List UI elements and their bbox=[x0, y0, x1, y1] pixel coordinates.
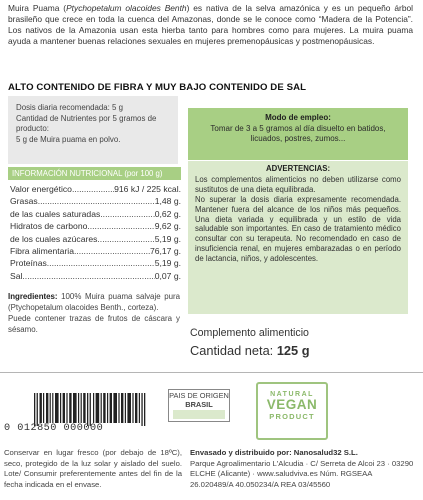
dose-content: 5 g de Muira puama en polvo. bbox=[16, 134, 121, 144]
nutrition-table bbox=[10, 183, 181, 282]
vegan-badge-line3: PRODUCT bbox=[269, 412, 315, 421]
net-quantity-value: 125 g bbox=[276, 343, 310, 358]
dosage-box bbox=[8, 96, 178, 164]
daily-dose: Dosis diaria recomendada: 5 g bbox=[16, 103, 124, 112]
origin-field bbox=[173, 410, 225, 419]
nutrient-value: 5,19 g. bbox=[154, 233, 181, 244]
usage-box bbox=[188, 108, 408, 160]
manufacturer-title: Envasado y distribuido por: Nanosalud32 S.L. bbox=[190, 448, 358, 457]
nutrition-row bbox=[10, 220, 181, 232]
usage-title: Modo de empleo: bbox=[265, 113, 331, 122]
ingredients-label: Ingredientes: bbox=[8, 292, 58, 301]
nutrient-label: de los cuales azúcares bbox=[10, 233, 98, 244]
nutrient-value: 916 kJ / 225 kcal. bbox=[114, 184, 181, 194]
nutrition-row bbox=[10, 208, 181, 220]
manufacturer-address: Parque Agroalimentario L'Alcudia · C/ Serreta de Alcoi 23 · 03290 ELCHE (Alicante) · www.saludviva.es Núm. RGSEAA 26.020489/A 40.050234/A REA 03/45560 bbox=[190, 458, 414, 489]
barcode-number: 0 012850 000000 bbox=[4, 423, 104, 434]
vegan-badge-line2: VEGAN bbox=[266, 397, 318, 412]
ingredients-text: 100% Muira puama salvaje pura (Ptychopetalum olacoides Benth., corteza). bbox=[8, 292, 180, 312]
section-divider bbox=[0, 372, 423, 373]
net-quantity bbox=[190, 343, 310, 358]
nutrition-row bbox=[10, 270, 181, 282]
product-description bbox=[8, 3, 413, 47]
warnings-paragraph-1: Los complementos alimenticios no deben utilizarse como sustitutos de una dieta equilibrada. bbox=[195, 174, 401, 194]
storage-instructions: Conservar en lugar fresco (por debajo de 18ºC), seco, protegido de la luz solar y aislado del suelo. Lote/ Consumir preferentemente antes del fin de la fecha indicada en el envase. bbox=[4, 448, 182, 489]
description-end: ) es nativa de la selva amazónica y es un pequeño árbol brasileño que crece en toda la cuenca del Amazonas, donde se le conoce como “Madera de la Potencia”. Los nativos de la Amazonia usan esta hierba tanto para hombres como para mujeres. La muira puama ayuda a mantener buenas relaciones sexuales en mujeres premenopáusicas y postmenopáusicas. bbox=[8, 3, 414, 46]
nutrient-label: Valor energético bbox=[10, 184, 72, 194]
nutrient-label: Proteínas bbox=[10, 258, 47, 269]
nutrient-label: Hidratos de carbono bbox=[10, 221, 88, 232]
manufacturer-info bbox=[190, 448, 416, 490]
nutrient-value: 1,48 g. bbox=[154, 196, 181, 207]
product-type: Complemento alimenticio bbox=[190, 327, 309, 339]
country-of-origin bbox=[168, 389, 230, 422]
barcode-image bbox=[34, 393, 150, 426]
nutrient-value: 76,17 g. bbox=[149, 245, 181, 256]
nutrition-header: INFORMACIÓN NUTRICIONAL (por 100 g) bbox=[8, 167, 181, 180]
origin-country: BRASIL bbox=[185, 400, 213, 409]
allergen-note: Puede contener trazas de frutos de cáscara y sésamo. bbox=[8, 314, 180, 334]
origin-title: PAIS DE ORIGEN bbox=[169, 391, 229, 400]
nutrient-value: 0,62 g. bbox=[154, 208, 181, 219]
nutrient-value: 5,19 g. bbox=[154, 258, 181, 269]
nutrition-row bbox=[10, 257, 181, 269]
species-name: Ptychopetalum olacoides Benth bbox=[66, 3, 187, 13]
nutrient-quantity-note: Cantidad de Nutrientes por 5 gramos de producto: bbox=[16, 113, 157, 133]
nutrition-row bbox=[10, 233, 181, 245]
nutrient-label: Fibra alimentaria bbox=[10, 245, 74, 256]
ingredients bbox=[8, 291, 180, 335]
description-start: Muira Puama ( bbox=[8, 3, 67, 13]
nutrient-label: de las cuales saturadas bbox=[10, 208, 101, 219]
nutrition-row bbox=[10, 195, 181, 207]
warnings-title: ADVERTENCIAS: bbox=[265, 164, 331, 173]
vegan-badge bbox=[256, 382, 328, 440]
nutrient-label: Grasas bbox=[10, 196, 38, 207]
nutrient-value: 9,62 g. bbox=[154, 221, 181, 232]
vegan-badge-line1: NATURAL bbox=[270, 391, 314, 398]
usage-text: Tomar de 3 a 5 gramos al día disuelto en batidos, licuados, postres, zumos... bbox=[210, 123, 386, 143]
nutrition-row bbox=[10, 183, 181, 195]
nutrition-row bbox=[10, 245, 181, 257]
claims-headline: ALTO CONTENIDO DE FIBRA Y MUY BAJO CONTENIDO DE SAL bbox=[8, 82, 307, 93]
nutrient-value: 0,07 g. bbox=[154, 270, 181, 281]
nutrient-label: Sal bbox=[10, 270, 23, 281]
net-quantity-label: Cantidad neta: bbox=[190, 343, 274, 358]
warnings-box bbox=[188, 161, 408, 314]
warnings-paragraph-2: No superar la dosis diaria expresamente recomendada. Mantener fuera del alcance de los niños más pequeños. Una dieta variada y equilibrada y un estilo de vida saludable son importantes. En caso de tratamiento médico consultar con su terapeuta. No recomendado en caso de insuficiencia renal, en mujeres embarazadas o en período de lactancia, niños, y adolescentes. bbox=[195, 194, 401, 264]
